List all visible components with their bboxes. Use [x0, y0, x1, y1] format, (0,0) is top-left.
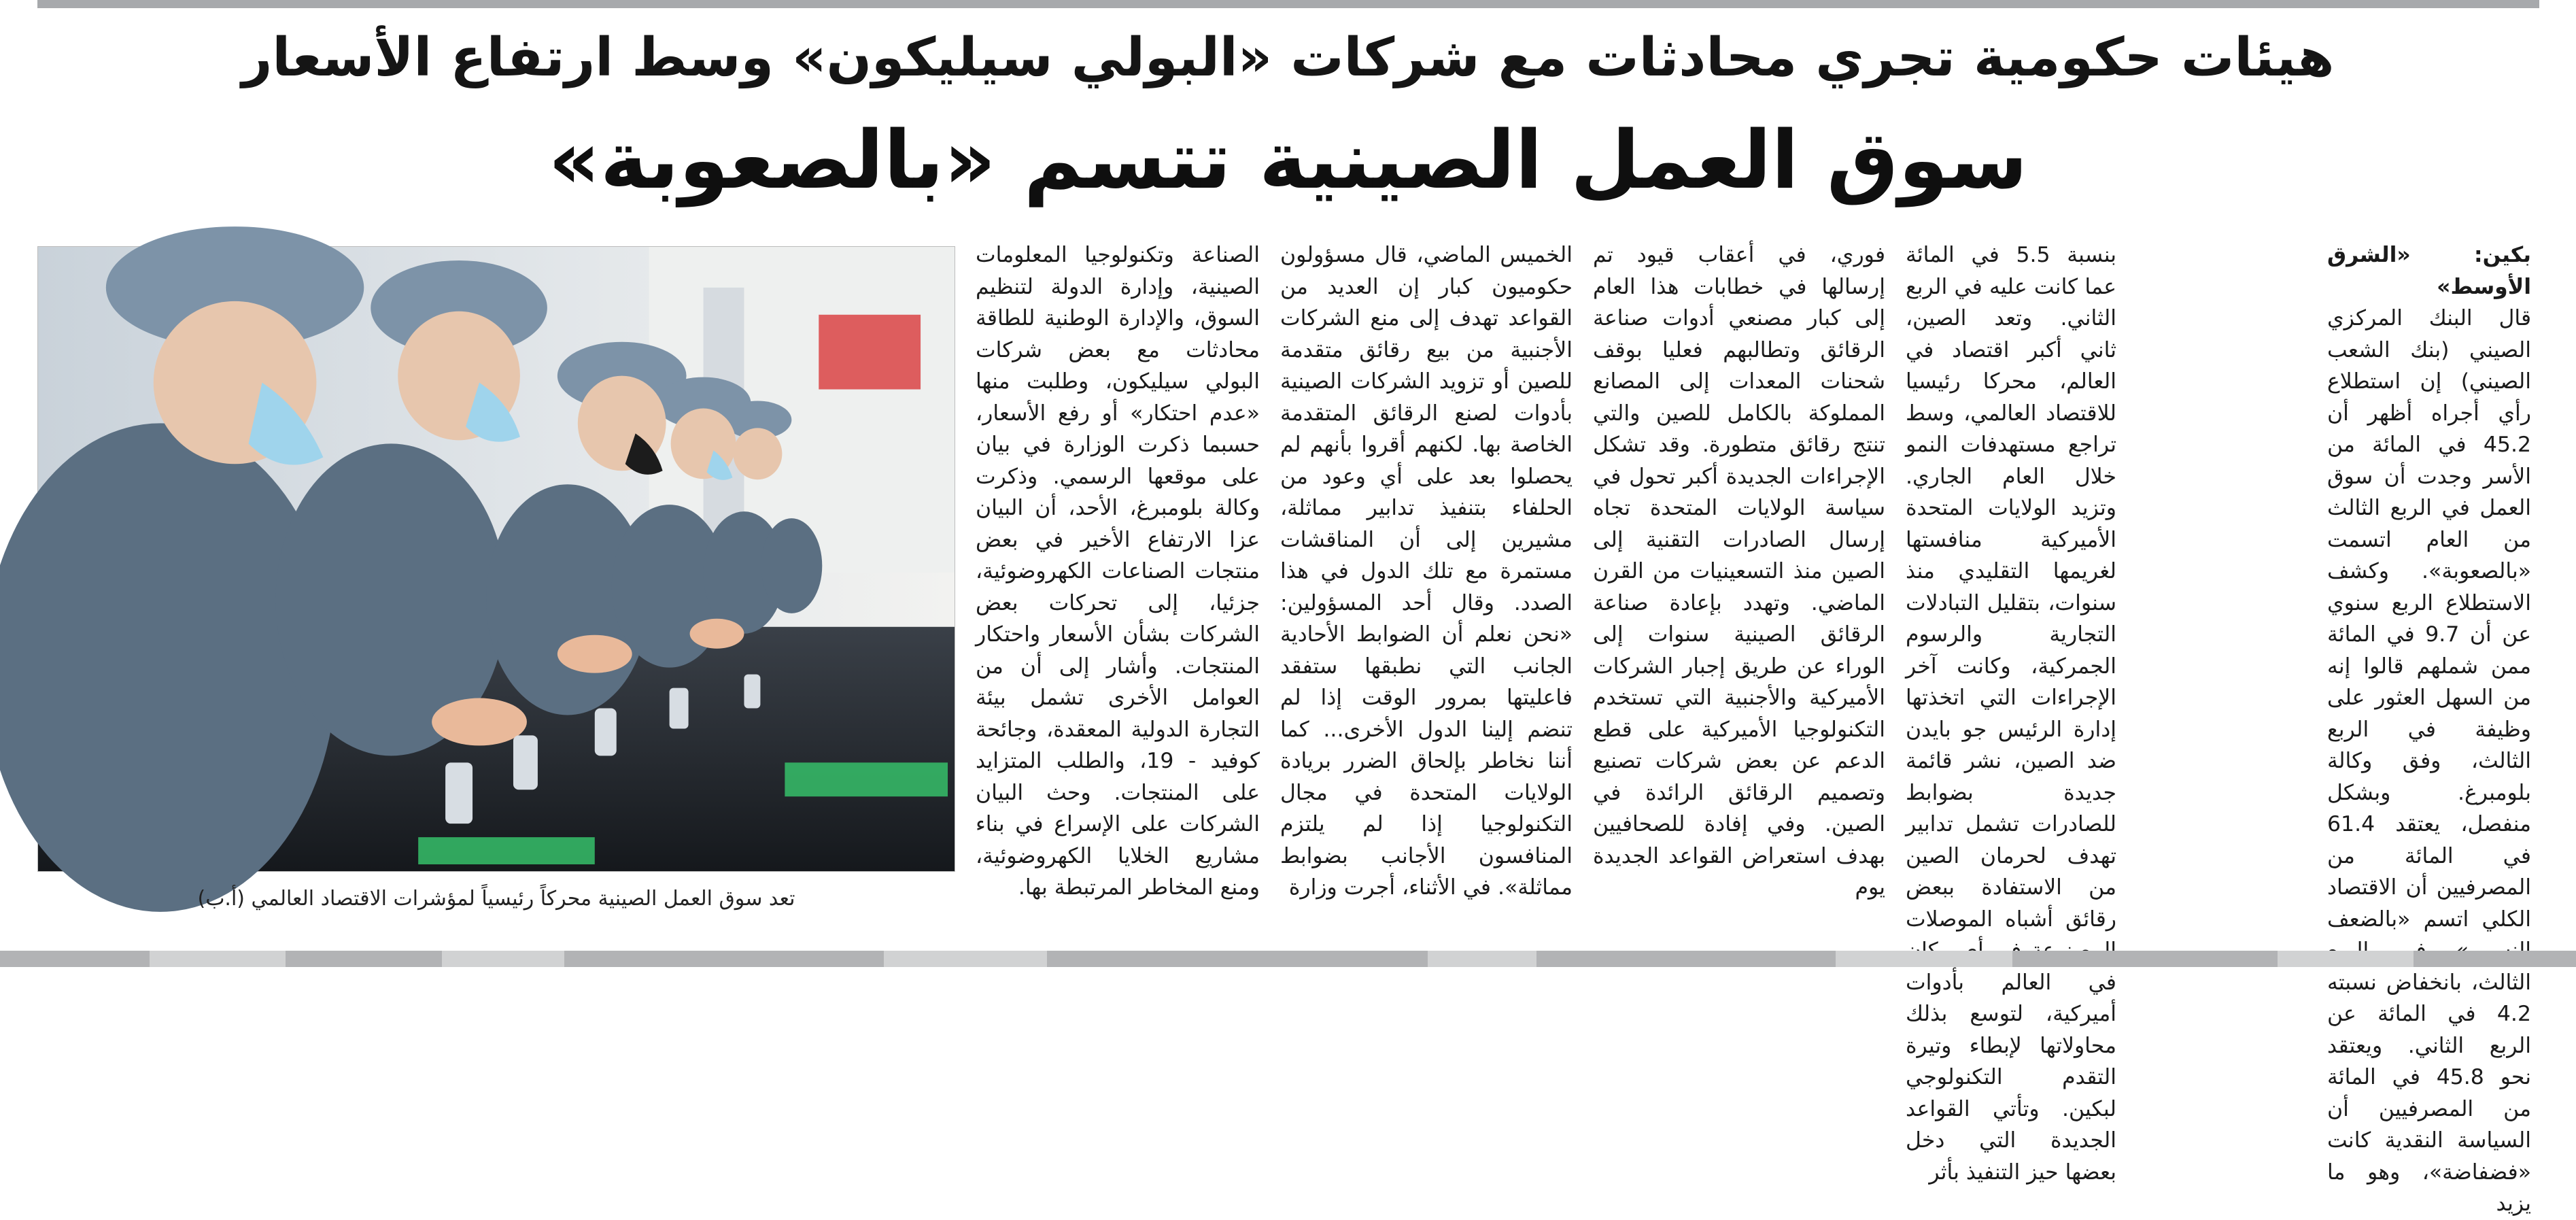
bottom-rule: [0, 951, 2576, 967]
column-5-text: الصناعة وتكنولوجيا المعلومات الصينية، وإدارة الدولة لتنظيم السوق، والإدارة الوطنية للطاقة محادثات مع بعض شركات البولي سيليكون، وطلبت منها «عدم احتكار» أو رفع الأسعار، حسبما ذكرت الوزارة في بيان على موقعها الرسمي. وذكرت وكالة بلومبرغ، الأحد، أن البيان عزا الارتفاع الأخير في بعض منتجات الصناعات الكهروضوئية، جزئيا، إلى تحركات بعض الشركات بشأن الأسعار واحتكار المنتجات. وأشار إلى أن من العوامل الأخرى تشمل بيئة التجارة الدولية المعقدة، وجائحة كوفيد - 19، والطلب المتزايد على المنتجات. وحث البيان الشركات على الإسراع في بناء مشاريع الخلايا الكهروضوئية، ومنع المخاطر المرتبطة بها.: [976, 243, 1260, 900]
column-1-text: قال البنك المركزي الصيني (بنك الشعب الصيني) إن استطلاع رأي أجراه أظهر أن 45.2 في المائة من الأسر وجدت أن سوق العمل في الربع الثالث من العام اتسمت «بالصعوبة». وكشف الاستطلاع الربع سنوي عن أن 9.7 في المائة ممن شملهم قالوا إنه من السهل العثور على وظيفة في الربع الثالث، وفق وكالة بلومبرغ. وبشكل منفصل، يعتقد 61.4 في المائة من المصرفيين أن الاقتصاد الكلي اتسم «بالضعف الثالث، بانخفاض نسبته 4.2 في المائة عن الربع الثاني. ويعتقد نحو 45.8 في المائة من المصرفيين أن السياسة النقدية كانت «فضفاضة»، وهو ما يزيد: [2327, 306, 2532, 1216]
photo-caption: تعد سوق العمل الصينية محركاً رئيسياً لمؤشرات الاقتصاد العالمي (أ.ب): [197, 887, 795, 911]
column-4-text: الخميس الماضي، قال مسؤولون حكوميون كبار إن العديد من القواعد تهدف إلى منع الشركات الأجنبية من بيع رقائق متقدمة للصين أو تزويد الشركات الصينية بأدوات لصنع الرقائق المتقدمة الخاصة بها. لكنهم أقروا بأنهم لم يحصلوا بعد على أي وعود من الحلفاء بتنفيذ تدابير مماثلة، مشيرين إلى أن المناقشات مستمرة مع تلك الدول في هذا الصدد. وقال أحد المسؤولين: «نحن نعلم أن الضوابط الأحادية الجانب التي نطبقها ستفقد فاعليتها بمرور الوقت إذا لم تنضم إلينا الدول الأخرى... كما أننا نخاطر بإلحاق الضرر بريادة الولايات المتحدة في مجال التكنولوجيا إذا لم يلتزم المنافسون الأجانب بضوابط مماثلة». في الأثناء، أجرت وزارة: [1280, 243, 1573, 900]
article-column-5: [976, 239, 1260, 919]
article-column-3: [1593, 239, 1885, 919]
article-dateline: بكين: «الشرق الأوسط»: [2327, 243, 2531, 299]
factory-workers-image: [38, 247, 955, 871]
article-column-4: [1280, 239, 1573, 919]
article-column-2: [1906, 239, 2117, 1185]
top-rule: [37, 0, 2539, 8]
column-3-text: فوري، في أعقاب قيود تم إرسالها في خطابات هذا العام إلى كبار مصنعي أدوات صناعة الرقائق وتطالبهم فعليا بوقف شحنات المعدات إلى المصانع المملوكة بالكامل للصين والتي تنتج رقائق متطورة. وقد تشكل الإجراءات الجديدة أكبر تحول في سياسة الولايات المتحدة تجاه إرسال الصادرات التقنية إلى الصين منذ التسعينيات من القرن الماضي. وتهدد بإعادة صناعة الرقائق الصينية سنوات إلى الوراء عن طريق إجبار الشركات الأميركية والأجنبية التي تستخدم التكنولوجيا الأميركية على قطع الدعم عن بعض شركات تصنيع وتصميم الرقائق الرائدة في الصين. وفي إفادة للصحافيين بهدف استعراض القواعد الجديدة يوم: [1593, 243, 1885, 900]
column-2-text: بنسبة 5.5 في المائة عما كانت عليه في الربع الثاني. وتعد الصين، ثاني أكبر اقتصاد في العالم، محركا رئيسيا للاقتصاد العالمي، وسط تراجع مستهدفات النمو خلال العام الجاري. وتزيد الولايات المتحدة الأميركية منافستها لغريمها التقليدي منذ سنوات، بتقليل التبادلات التجارية والرسوم الجمركية، وكانت آخر الإجراءات التي اتخذتها إدارة الرئيس جو بايدن ضد الصين، نشر قائمة جديدة بضوابط للصادرات تشمل تدابير تهدف لحرمان الصين من الاستفادة ببعض رقائق أشباه الموصلات في العالم بأدوات أميركية، لتوسع بذلك محاولاتها لإبطاء وتيرة التقدم التكنولوجي لبكين. وتأتي القواعد الجديدة التي دخل بعضها حيز التنفيذ بأثر: [1906, 243, 2117, 1185]
article-photo: [37, 246, 955, 872]
article-column-1: [2327, 239, 2532, 1216]
article-kicker: هيئات حكومية تجري محادثات مع شركات «البولي سيليكون» وسط ارتفاع الأسعار: [241, 27, 2335, 88]
article-headline: سوق العمل الصينية تتسم «بالصعوبة»: [548, 113, 2028, 207]
